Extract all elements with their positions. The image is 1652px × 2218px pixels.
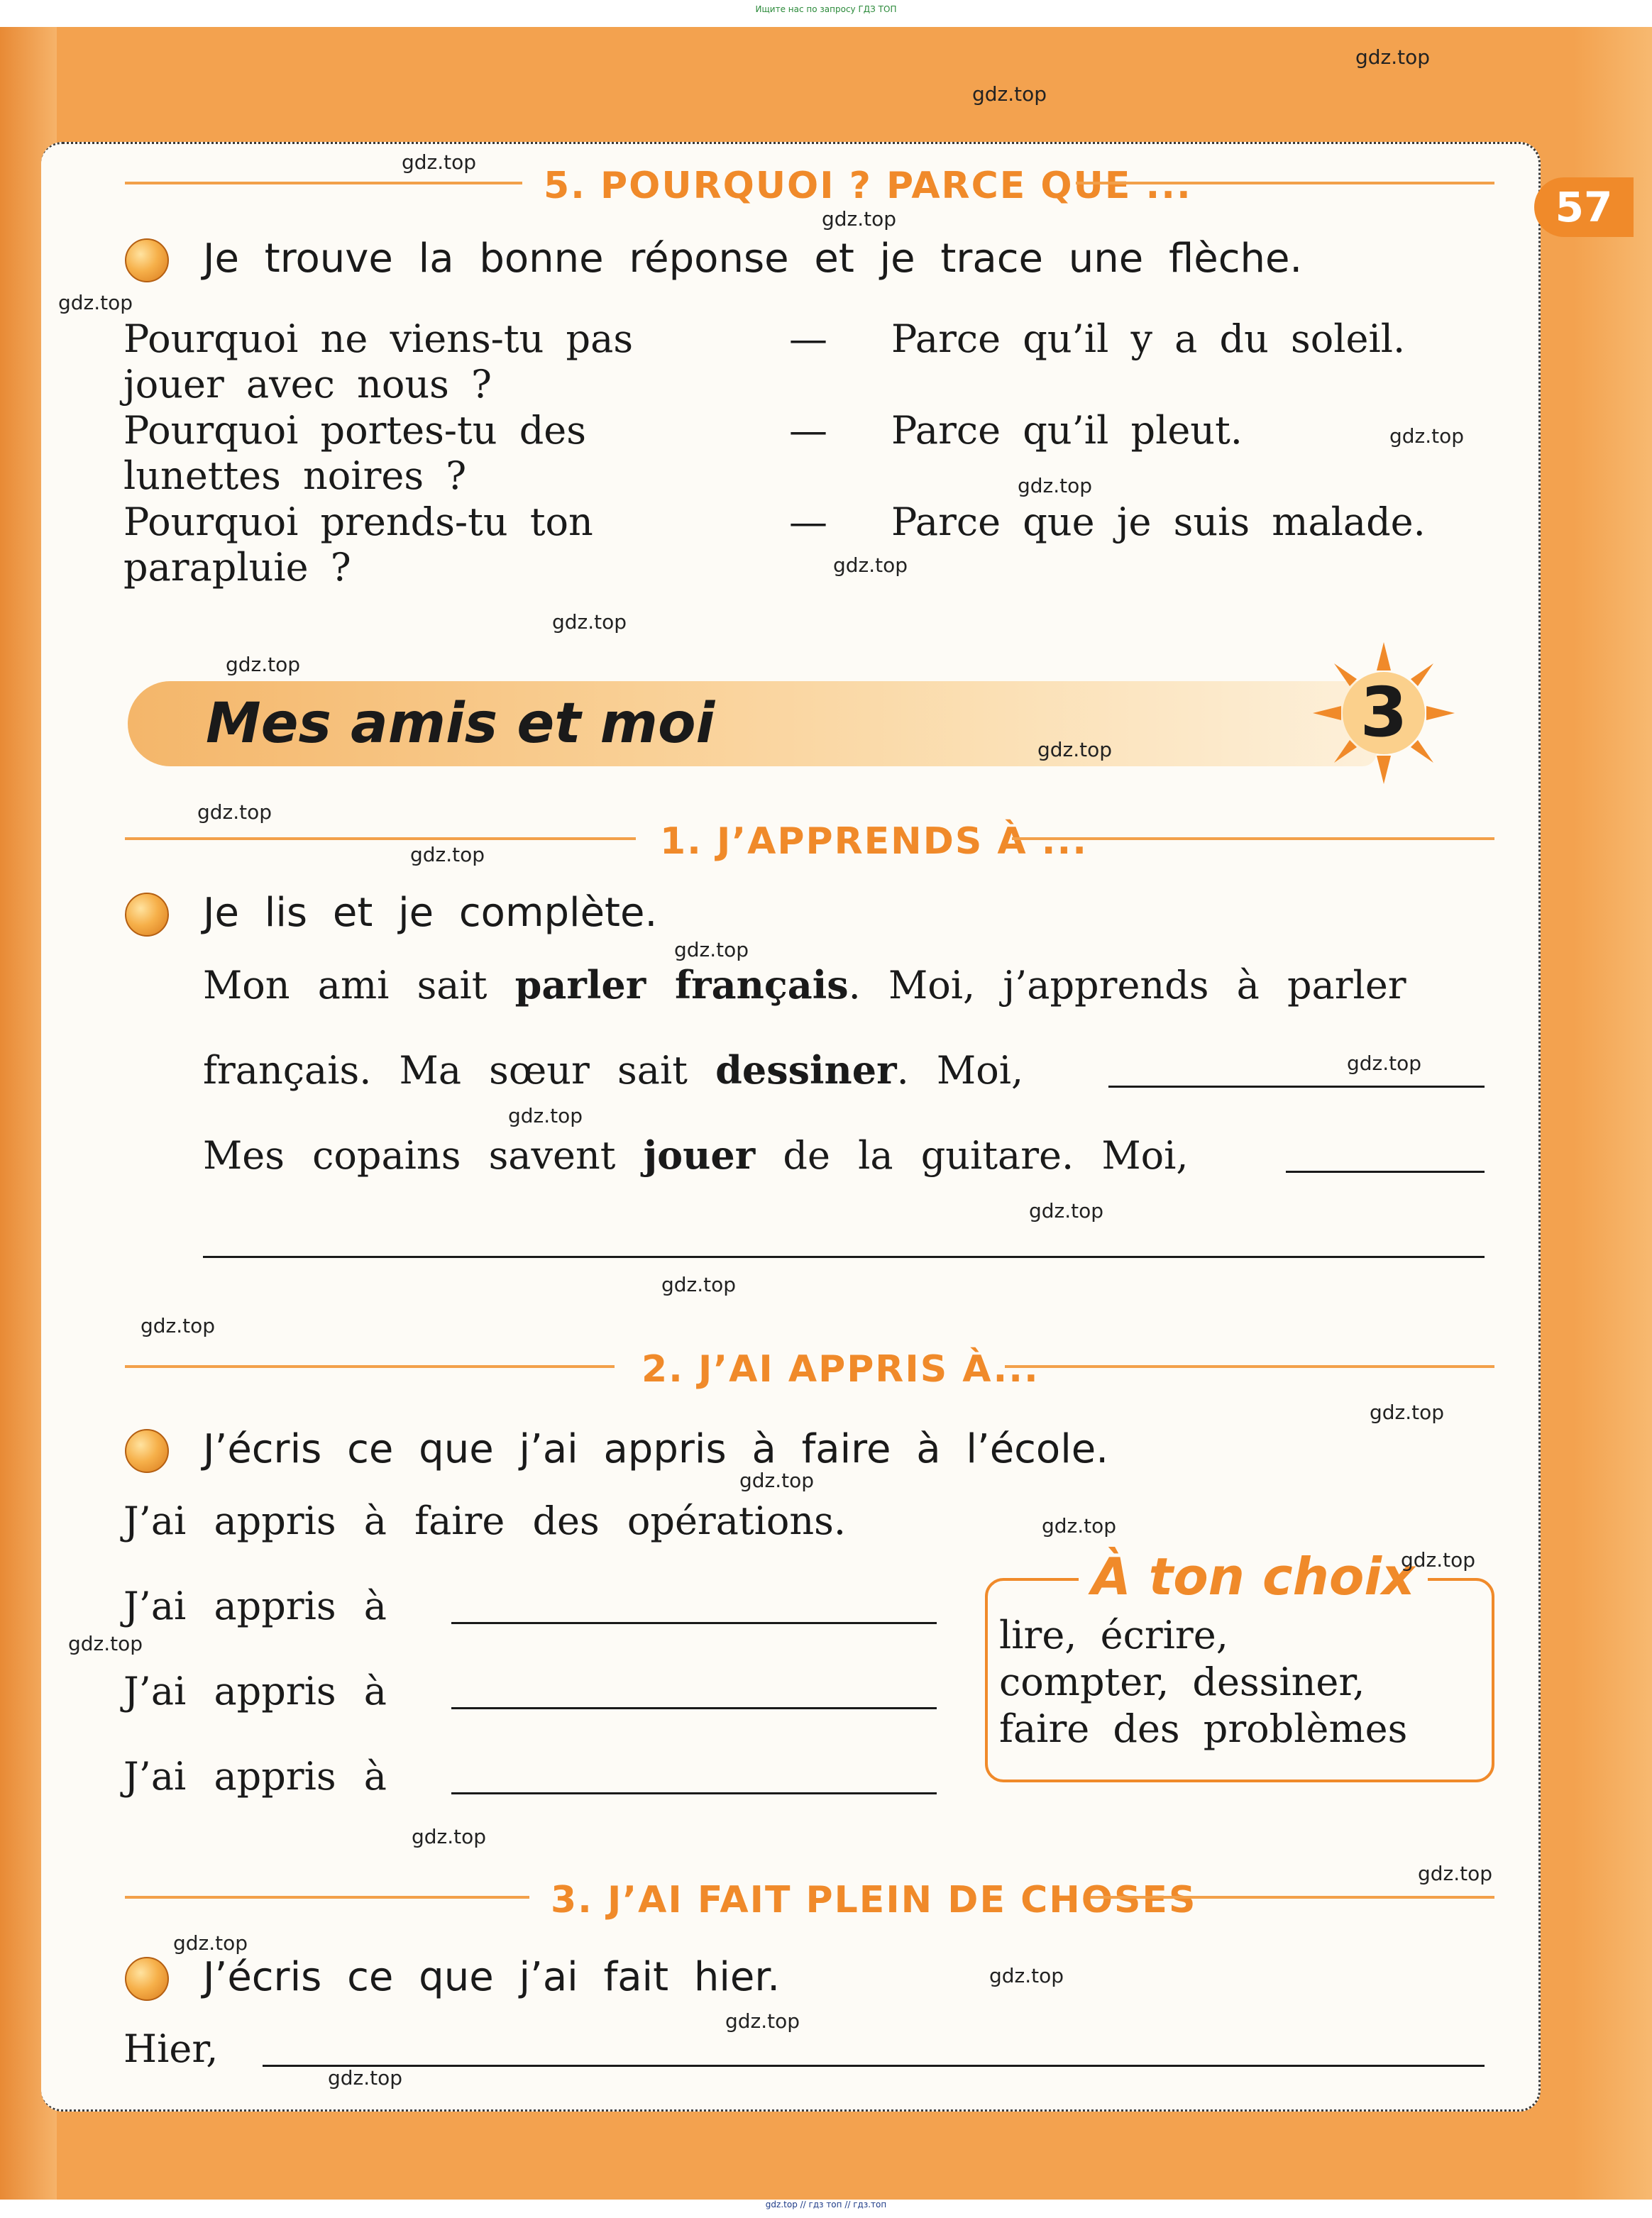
watermark: gdz.top bbox=[1418, 1862, 1493, 1885]
watermark: gdz.top bbox=[197, 800, 272, 824]
section2-title: 2. J’AI APPRIS À... bbox=[641, 1348, 1040, 1391]
answer-3: Parce que je suis malade. bbox=[891, 500, 1426, 544]
answer-blank[interactable] bbox=[451, 1622, 937, 1624]
watermark: gdz.top bbox=[1029, 1199, 1104, 1223]
section3-title: 3. J’AI FAIT PLEIN DE CHOSES bbox=[551, 1879, 1197, 1921]
watermark: gdz.top bbox=[1355, 45, 1431, 69]
watermark: gdz.top bbox=[402, 150, 477, 174]
watermark: gdz.top bbox=[141, 1314, 216, 1337]
watermark: gdz.top bbox=[410, 843, 485, 866]
section1-line3: Mes copains savent jouer de la guitare. Moi, bbox=[203, 1132, 1189, 1178]
choice-list: lire, écrire, compter, dessiner, faire des problèmes bbox=[999, 1613, 1408, 1751]
bottom-note: gdz.top // гдз топ // гдз.топ bbox=[765, 2200, 887, 2209]
section2-instruction: J’écris ce que j’ai appris à faire à l’école. bbox=[203, 1426, 1109, 1472]
question-3: Pourquoi prends-tu ton parapluie ? bbox=[123, 500, 593, 590]
watermark: gdz.top bbox=[725, 2009, 800, 2033]
watermark: gdz.top bbox=[989, 1964, 1064, 1987]
answer-blank[interactable] bbox=[263, 2065, 1485, 2067]
section3-header bbox=[125, 1879, 1494, 1921]
section1-header bbox=[125, 820, 1494, 863]
watermark: gdz.top bbox=[1018, 474, 1093, 497]
watermark: gdz.top bbox=[552, 610, 627, 634]
watermark: gdz.top bbox=[412, 1825, 487, 1848]
section1-line1: Mon ami sait parler français. Moi, j’apprends à parler bbox=[203, 962, 1406, 1008]
section2-prompt: J’ai appris à bbox=[123, 1754, 387, 1799]
watermark: gdz.top bbox=[58, 291, 133, 314]
watermark: gdz.top bbox=[173, 1931, 248, 1955]
watermark: gdz.top bbox=[68, 1632, 143, 1655]
watermark: gdz.top bbox=[833, 553, 908, 577]
watermark: gdz.top bbox=[1401, 1548, 1476, 1572]
question-2: Pourquoi portes-tu des lunettes noires ? bbox=[123, 408, 586, 498]
watermark: gdz.top bbox=[1347, 1052, 1422, 1075]
bullet-icon bbox=[125, 238, 169, 282]
watermark: gdz.top bbox=[661, 1273, 737, 1296]
page-number: 57 bbox=[1534, 177, 1634, 237]
section1-title: 1. J’APPRENDS À ... bbox=[660, 820, 1089, 863]
answer-blank[interactable] bbox=[1286, 1171, 1485, 1173]
watermark: gdz.top bbox=[739, 1469, 815, 1492]
section3-instruction: J’écris ce que j’ai fait hier. bbox=[203, 1954, 781, 2000]
bullet-icon bbox=[125, 1429, 169, 1473]
top-note: Ищите нас по запросу ГДЗ ТОП bbox=[755, 4, 897, 14]
watermark: gdz.top bbox=[1370, 1401, 1445, 1424]
watermark: gdz.top bbox=[508, 1104, 583, 1127]
watermark: gdz.top bbox=[226, 653, 301, 676]
bullet-icon bbox=[125, 1957, 169, 2001]
section5-instruction: Je trouve la bonne réponse et je trace une flèche. bbox=[203, 236, 1303, 282]
choice-title: À ton choix bbox=[1079, 1547, 1428, 1606]
answer-blank[interactable] bbox=[1108, 1086, 1485, 1088]
section2-prompt: J’ai appris à bbox=[123, 1584, 387, 1628]
section1-line2: français. Ma sœur sait dessiner. Moi, bbox=[203, 1047, 1024, 1093]
section2-header bbox=[125, 1348, 1494, 1391]
section5-title: 5. POURQUOI ? PARCE QUE ... bbox=[544, 165, 1192, 207]
watermark: gdz.top bbox=[822, 207, 897, 231]
section3-prompt: Hier, bbox=[123, 2026, 219, 2071]
answer-2: Parce qu’il pleut. bbox=[891, 408, 1243, 453]
answer-blank[interactable] bbox=[203, 1256, 1485, 1258]
dash-2: — bbox=[789, 408, 827, 453]
dash-3: — bbox=[789, 500, 827, 544]
sun-icon bbox=[1313, 642, 1455, 784]
watermark: gdz.top bbox=[674, 938, 749, 961]
answer-blank[interactable] bbox=[451, 1792, 937, 1794]
section2-example: J’ai appris à faire des opérations. bbox=[123, 1499, 847, 1543]
watermark: gdz.top bbox=[1037, 738, 1113, 761]
bullet-icon bbox=[125, 893, 169, 937]
unit-number: 3 bbox=[1360, 673, 1408, 752]
dash-1: — bbox=[789, 316, 827, 361]
watermark: gdz.top bbox=[1389, 424, 1465, 448]
answer-blank[interactable] bbox=[451, 1707, 937, 1709]
watermark: gdz.top bbox=[328, 2066, 403, 2090]
unit-title: Mes amis et moi bbox=[206, 692, 715, 756]
question-1: Pourquoi ne viens-tu pas jouer avec nous ? bbox=[123, 316, 634, 407]
watermark: gdz.top bbox=[972, 82, 1047, 106]
section1-instruction: Je lis et je complète. bbox=[203, 890, 658, 936]
answer-1: Parce qu’il y a du soleil. bbox=[891, 316, 1406, 361]
section5-header bbox=[125, 165, 1494, 207]
section2-prompt: J’ai appris à bbox=[123, 1669, 387, 1714]
watermark: gdz.top bbox=[1042, 1514, 1117, 1538]
